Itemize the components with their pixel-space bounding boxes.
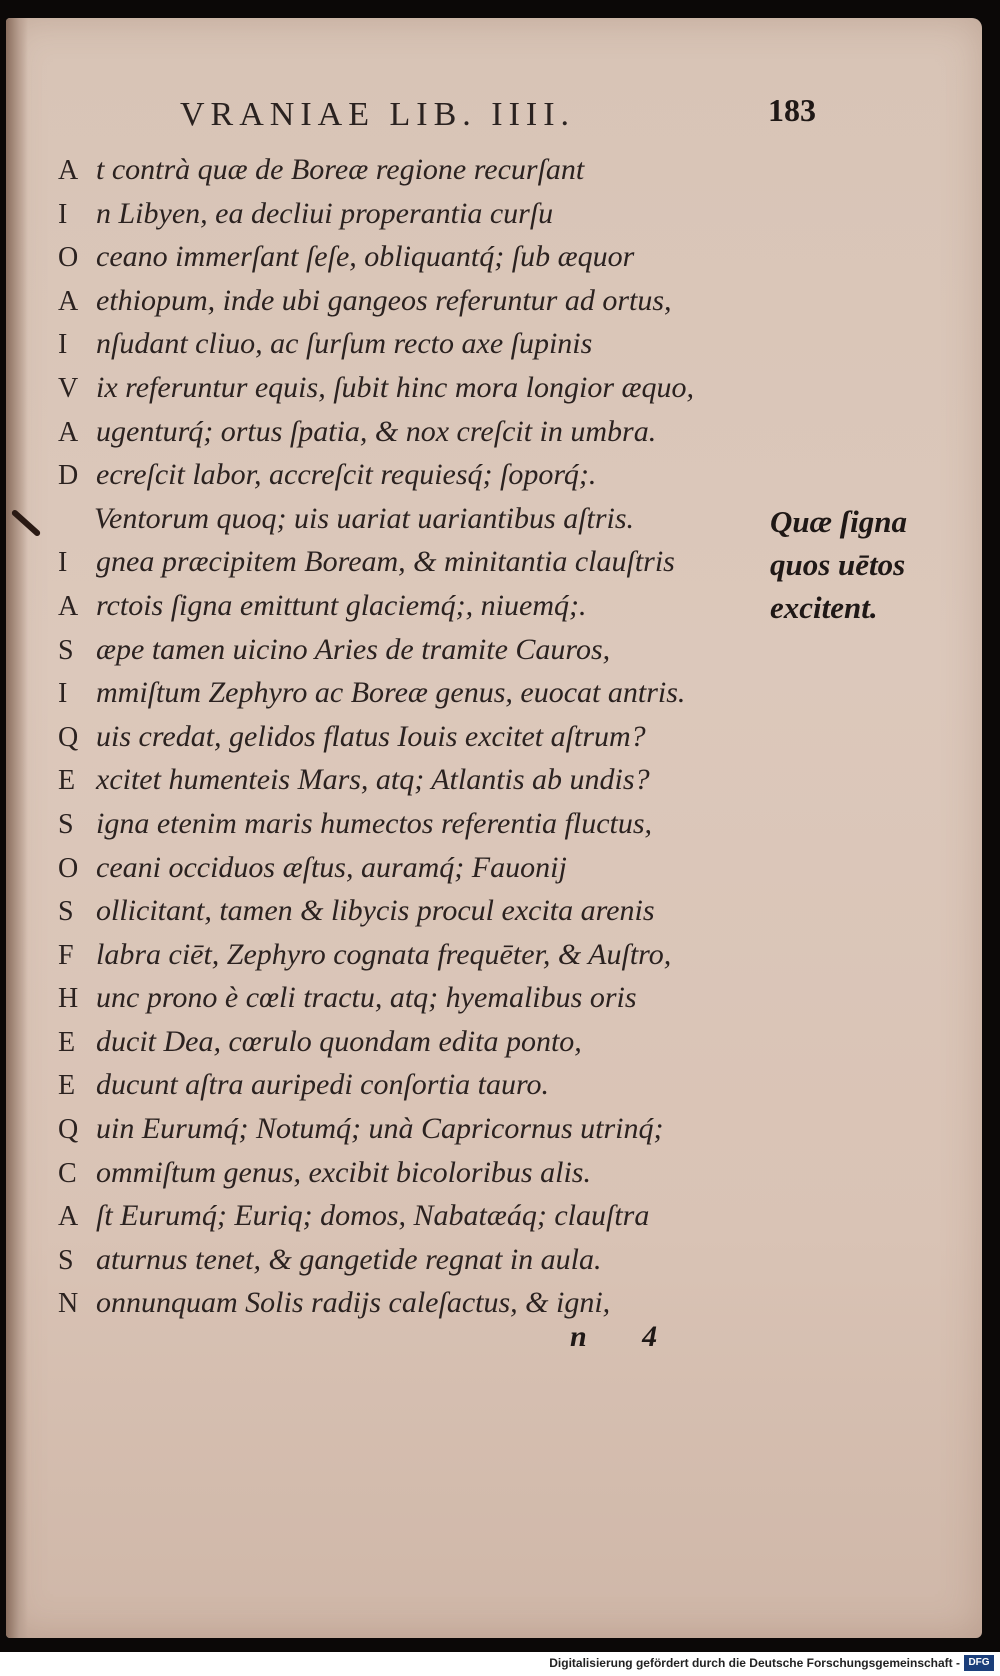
verse-line-text: uis credat, gelidos flatus Iouis excitet aſtrum? — [96, 719, 646, 753]
acrostic-initial: S — [58, 634, 74, 666]
verse-line — [58, 410, 778, 454]
acrostic-initial: O — [58, 852, 79, 884]
verse-text-block — [58, 148, 778, 1325]
verse-line — [58, 1151, 778, 1195]
verse-line — [58, 322, 778, 366]
verse-line-text: aturnus tenet, & gangetide regnat in aula. — [96, 1242, 602, 1276]
verse-line — [58, 497, 778, 541]
verse-line — [58, 453, 778, 497]
verse-line-text: igna etenim maris humectos referentia fluctus, — [96, 806, 653, 840]
verse-line-text: ſt Eurumq́; Euriq; domos, Nabatæáq; clauſtra — [96, 1199, 650, 1233]
acrostic-initial: A — [58, 1201, 79, 1233]
acrostic-initial: E — [58, 765, 76, 797]
verse-line — [58, 279, 778, 323]
marginal-note-line: Quæ ſigna — [770, 504, 907, 539]
acrostic-initial: I — [58, 329, 68, 361]
verse-line-text: ducit Dea, cœrulo quondam edita ponto, — [96, 1024, 582, 1058]
acrostic-initial: F — [58, 939, 74, 971]
verse-line-text: ethiopum, inde ubi gangeos referuntur ad ortus, — [96, 283, 672, 317]
acrostic-initial: C — [58, 1157, 77, 1189]
verse-line-text: Ventorum quoq; uis uariat uariantibus aſtris. — [94, 501, 635, 535]
acrostic-initial: H — [58, 983, 79, 1015]
footer-credit: Digitalisierung gefördert durch die Deutsche Forschungsgemeinschaft - — [549, 1656, 960, 1670]
verse-line — [58, 1194, 778, 1238]
page-number: 183 — [768, 92, 816, 128]
verse-line — [58, 1281, 778, 1325]
acrostic-initial: I — [58, 678, 68, 710]
verse-line — [58, 933, 778, 977]
verse-line — [58, 758, 778, 802]
acrostic-initial: A — [58, 285, 79, 317]
acrostic-initial: O — [58, 242, 79, 274]
verse-line — [58, 715, 778, 759]
acrostic-initial: E — [58, 1026, 76, 1058]
verse-line-text: ceano immerſant ſeſe, obliquantq́; ſub æquor — [96, 240, 635, 274]
acrostic-initial: S — [58, 1244, 74, 1276]
verse-line — [58, 584, 778, 628]
verse-line-text: xcitet humenteis Mars, atq; Atlantis ab undis? — [96, 763, 650, 797]
verse-line — [58, 1020, 778, 1064]
verse-line-text: ollicitant, tamen & libycis procul excita arenis — [96, 894, 655, 928]
acrostic-initial: S — [58, 808, 74, 840]
verse-line-text: mmiſtum Zephyro ac Boreæ genus, euocat antris. — [96, 676, 686, 710]
verse-line-text: onnunquam Solis radijs caleſactus, & igni, — [96, 1286, 611, 1320]
verse-line-text: n Libyen, ea decliui properantia curſu — [96, 196, 554, 230]
verse-line — [58, 540, 778, 584]
acrostic-initial: A — [58, 155, 79, 186]
verse-line-text: gnea præcipitem Boream, & minitantia clauſtris — [96, 545, 675, 579]
acrostic-initial: Q — [58, 721, 79, 753]
page-gutter — [6, 18, 28, 1638]
acrostic-initial: I — [58, 198, 68, 230]
running-head: VRANIAE LIB. IIII. — [180, 96, 576, 133]
verse-line — [58, 628, 778, 672]
signature-mark: n 4 — [570, 1320, 682, 1353]
verse-line — [58, 192, 778, 236]
verse-line-text: ecreſcit labor, accreſcit requiesq́; ſoporq́;. — [96, 458, 597, 492]
marginal-note-line: excitent. — [770, 590, 878, 625]
acrostic-initial: Q — [58, 1114, 79, 1146]
acrostic-initial: S — [58, 896, 74, 928]
verse-line — [58, 148, 778, 192]
verse-line — [58, 1238, 778, 1282]
acrostic-initial: N — [58, 1288, 79, 1320]
verse-line — [58, 366, 778, 410]
verse-line-text: t contrà quæ de Boreæ regione recurſant — [96, 153, 585, 186]
verse-line-text: ceani occiduos æſtus, auramq́; Fauonij — [96, 850, 567, 884]
verse-line — [58, 846, 778, 890]
verse-line — [58, 1107, 778, 1151]
verse-line-text: æpe tamen uicino Aries de tramite Cauros, — [96, 632, 611, 666]
acrostic-initial: I — [58, 547, 68, 579]
verse-line — [58, 671, 778, 715]
verse-line-text: rctois ſigna emittunt glaciemq́;, niuemq́;. — [96, 588, 587, 622]
verse-line-text: labra ciēt, Zephyro cognata frequēter, & Auſtro, — [96, 937, 672, 971]
verse-line — [58, 235, 778, 279]
acrostic-initial: A — [58, 416, 79, 448]
verse-line-text: ugenturq́; ortus ſpatia, & nox creſcit in umbra. — [96, 414, 657, 448]
marginal-note — [770, 500, 930, 629]
acrostic-initial: V — [58, 372, 79, 404]
dfg-logo: DFG — [964, 1655, 994, 1671]
verse-line — [58, 976, 778, 1020]
acrostic-initial: D — [58, 460, 79, 492]
verse-line-text: ix referuntur equis, ſubit hinc mora longior æquo, — [96, 370, 695, 404]
acrostic-initial: E — [58, 1070, 76, 1102]
marginal-note-line: quos uētos — [770, 547, 906, 582]
verse-line-text: uin Eurumq́; Notumq́; unà Capricornus utrinq́; — [96, 1112, 664, 1146]
verse-line-text: nſudant cliuo, ac ſurſum recto axe ſupinis — [96, 327, 593, 361]
verse-line-text: ommiſtum genus, excibit bicoloribus alis. — [96, 1155, 591, 1189]
verse-line-text: unc prono è cœli tractu, atq; hyemalibus oris — [96, 981, 637, 1015]
acrostic-initial: A — [58, 590, 79, 622]
verse-line — [58, 889, 778, 933]
verse-line — [58, 1063, 778, 1107]
verse-line-text: ducunt aſtra auripedi conſortia tauro. — [96, 1068, 550, 1102]
verse-line — [58, 802, 778, 846]
